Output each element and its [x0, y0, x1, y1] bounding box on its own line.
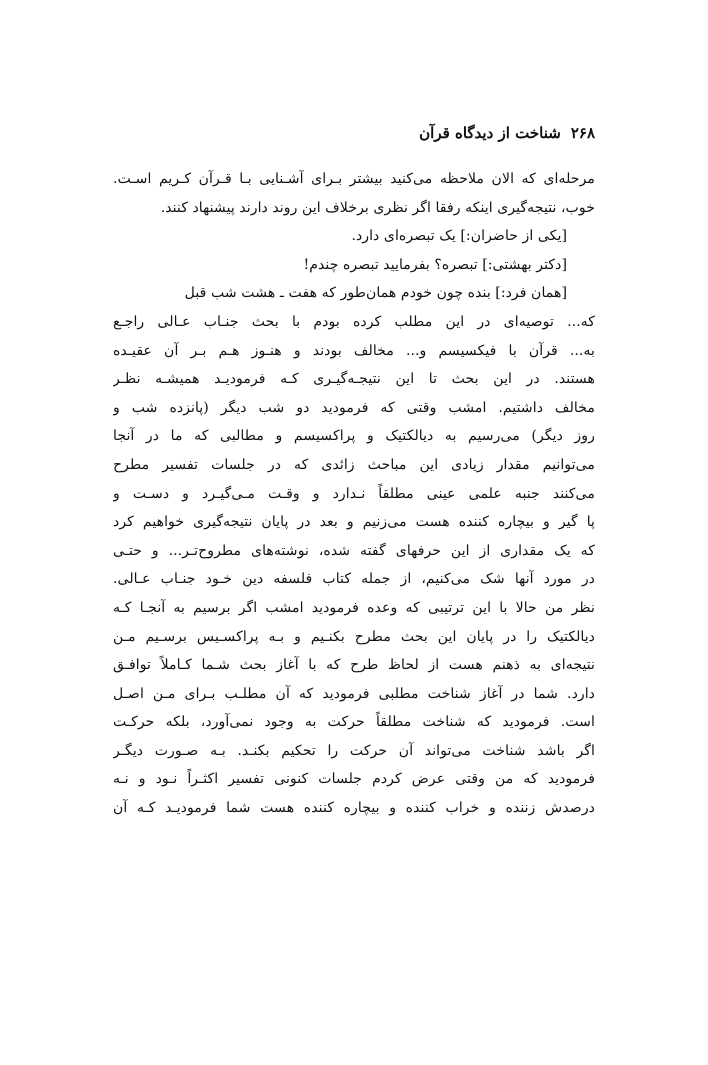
- running-header: [113, 120, 595, 146]
- text-line: خوب، نتیجه‌گیری اینکه رفقا اگر نظری برخلاف این روند دارند پیشنهاد کنند.: [160, 199, 595, 216]
- text-line: پا گیر و بیچاره کننده هست می‌زنیم و بعد در پایان نتیجه‌گیری خواهیم کرد: [113, 514, 595, 531]
- text-line: مرحله‌ای که الان ملاحظه می‌کنید بیشتر بـرای آشـنایی بـا قـرآن کـریم اسـت.: [113, 171, 595, 187]
- page-number: ۲۶۸: [570, 124, 595, 142]
- text-line: هستند. در این بحث تا این نتیجـه‌گیـری کـه فرمودیـد همیشـه نظـر: [113, 371, 595, 388]
- text-line: مخالف داشتیم. امشب وقتی که فرمودید دو شب دیگر (پانزده شب و: [113, 399, 595, 416]
- speaker-line: [یکی از حاضران:] یک تبصره‌ای دارد.: [351, 228, 567, 245]
- text-line: دیالکتیک را در پایان این بحث مطرح بکنـیم و بـه پراکسـیس برسـیم مـن: [113, 628, 595, 645]
- text-line: می‌کنند جنبه علمی عینی مطلقاً نـدارد و وقـت مـی‌گیـرد و دسـت و: [113, 485, 595, 502]
- text-line: روز دیگر) می‌رسیم به دیالکتیک و پراکسیسم و مطالبی که ما در آنجا: [113, 428, 595, 445]
- text-line: درصدش زننده و خراب کننده و بیچاره کننده هست شما فرمودیـد کـه آن: [113, 800, 595, 817]
- text-line: در مورد آنها شک می‌کنیم، از جمله کتاب فلسفه دین خـود جنـاب عـالی.: [113, 571, 595, 588]
- text-line: به... قرآن با فیکسیسم و... مخالف بودند و هنـوز هـم بـر آن عقیـده: [113, 342, 595, 359]
- speaker-line: [همان فرد:] بنده چون خودم همان‌طور که هفت ـ هشت شب قبل: [184, 285, 567, 302]
- text-line: نظر من حالا با این ترتیبی که وعده فرمودید امشب اگر برسیم به آنجـا کـه: [113, 599, 595, 616]
- text-line: می‌توانیم مقدار زیادی این مباحث زائدی که در جلسات تفسیر مطرح: [113, 456, 595, 473]
- text-line: اگر باشد شناخت می‌تواند آن حرکت را تحکیم بکنـد. بـه صـورت دیگـر: [113, 742, 595, 759]
- text-line: که... توصیه‌ای در این مطلب کرده بودم با بحث جنـاب عـالی راجـع: [113, 313, 595, 330]
- text-line: دارد. شما در آغاز شناخت مطلبی فرمودید که آن مطلـب بـرای مـن اصـل: [113, 685, 595, 702]
- text-line: فرمودید که من وقتی عرض کردم جلسات کنونی تفسیر اکثـراً نـود و نـه: [113, 771, 595, 788]
- text-line: است. فرمودید که شناخت مطلقاً حرکت به وجود نمی‌آورد، بلکه حرکـت: [113, 714, 595, 731]
- text-line: که یک مقداری از این حرفهای گفته شده، نوشته‌های مطروح‌تـر... و حتـی: [113, 542, 595, 559]
- speaker-line: [دکتر بهشتی:] تبصره؟ بفرمایید تبصره چندم!: [303, 256, 567, 273]
- body-text: [113, 165, 595, 823]
- text-line: نتیجه‌ای به ذهنم هست از لحاظ طرح که با آغاز بحث شـما کـاملاً توافـق: [113, 657, 595, 674]
- book-title: شناخت از دیدگاه قرآن: [419, 124, 561, 142]
